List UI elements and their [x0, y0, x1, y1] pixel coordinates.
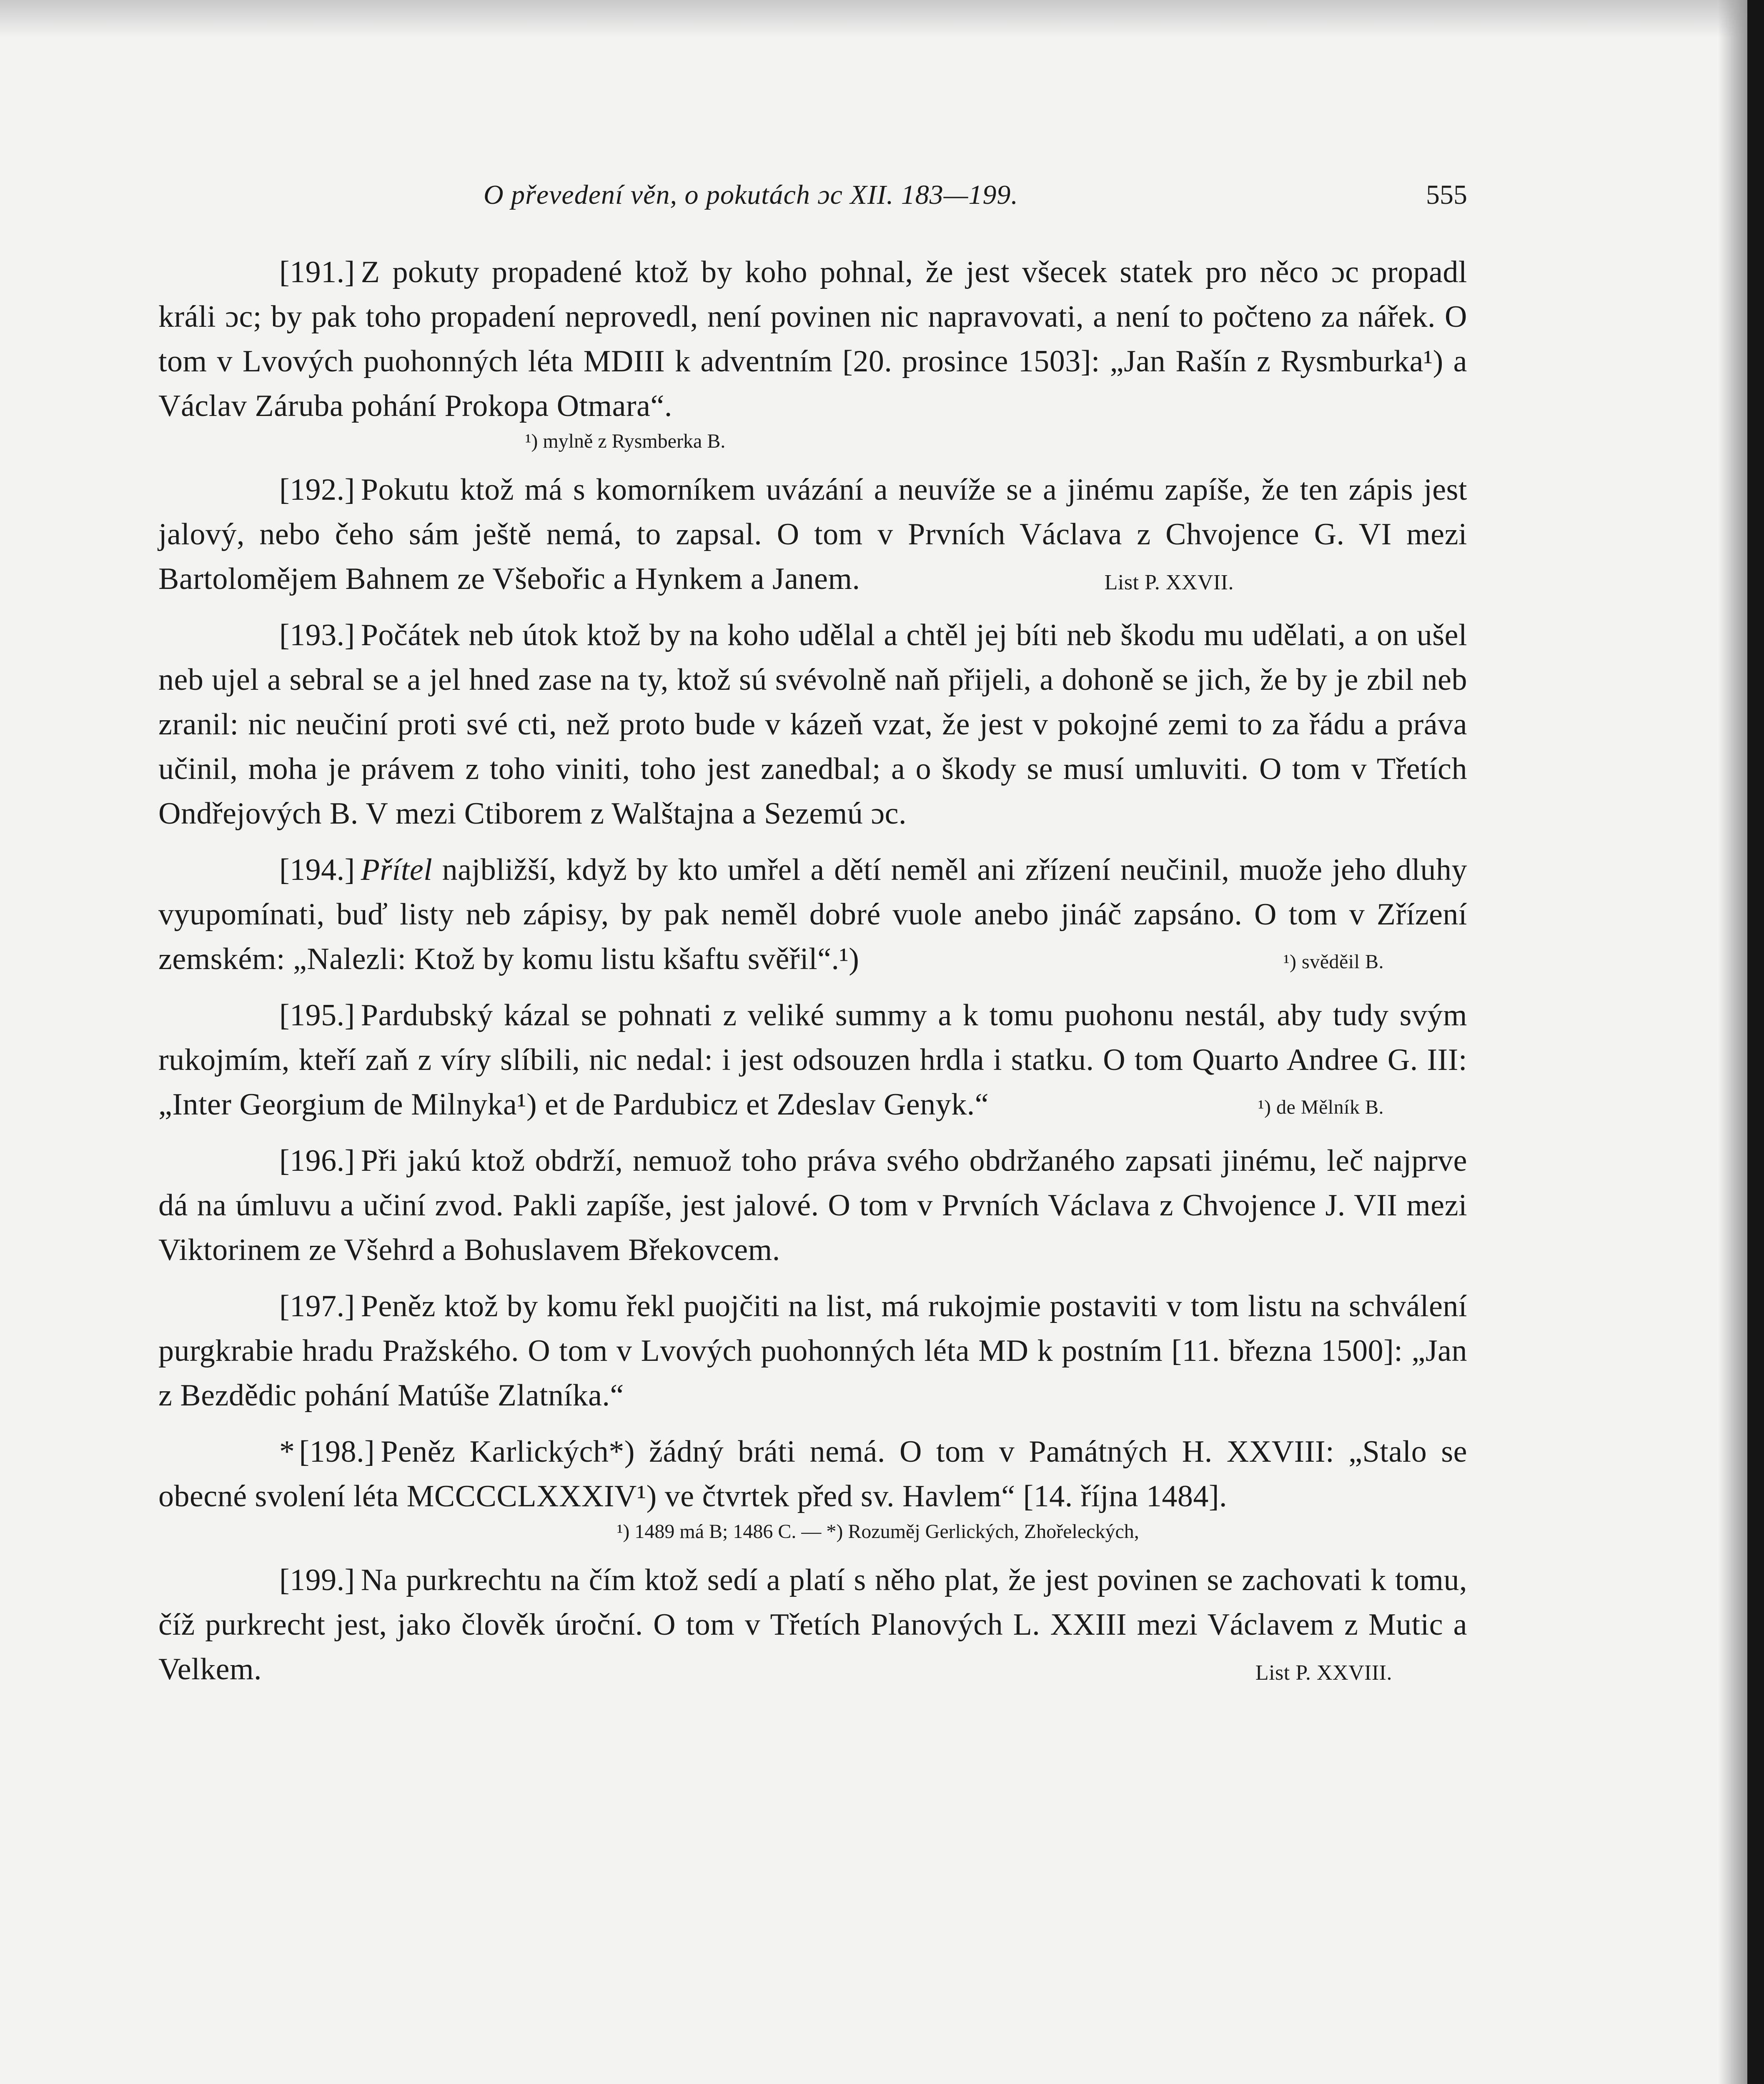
entry-lead-word: Přítel — [361, 853, 433, 887]
entry-number: [199.] — [279, 1563, 355, 1597]
entry-text: Peněz Karlických*) žádný bráti nemá. O tom v Památných H. XXVIII: „Stalo se obecné svolení léta MCCCCLXXXIV¹) ve čtvrtek před sv. Havlem“ [14. října 1484]. — [158, 1435, 1467, 1513]
entry-paragraph — [158, 1284, 1467, 1418]
entry-text: Z pokuty propadené ktož by koho pohnal, že jest všecek statek pro něco ɔc propadl králi ɔc; by pak toho propadení neprovedl, není povinen nic napravovati, a není to počteno za nářek. O tom v Lvových puohonných léta MDIII k adventním [20. prosince 1503]: „Jan Rašín z Rysmburka¹) a Václav Záruba pohání Prokopa Otmara“. — [158, 255, 1467, 423]
running-head — [158, 179, 1467, 225]
entry-number: [193.] — [279, 618, 355, 652]
entry-number: [196.] — [279, 1144, 355, 1178]
entry-number: [194.] — [279, 853, 355, 887]
entry-paragraph — [158, 613, 1467, 836]
entry-text: najbližší, když by kto umřel a dětí neměl ani zřízení neučinil, muože jeho dluhy vyupomínati, buď listy neb zápisy, by pak neměl dobré vuole anebo jináč zapsáno. O tom v Zřízení zemském: „Nalezli: Ktož by komu listu kšaftu svěřil“.¹) — [158, 853, 1467, 976]
entry-paragraph — [158, 1139, 1467, 1272]
entry-191 — [158, 250, 1467, 456]
entry-193 — [158, 613, 1467, 836]
entry-text: Při jakú ktož obdrží, nemuož toho práva svého obdržaného zapsati jinému, leč najprve dá na úmluvu a učiní zvod. Pakli zapíše, jest jalové. O tom v Prvních Václava z Chvojence J. VII mezi Viktorinem ze Všehrd a Bohuslavem Břekovcem. — [158, 1144, 1467, 1267]
entry-198 — [158, 1430, 1467, 1546]
entry-number: [197.] — [279, 1289, 355, 1323]
entry-194 — [158, 848, 1467, 982]
entry-number: [192.] — [279, 473, 355, 507]
entry-text: Peněz ktož by komu řekl puojčiti na list, má rukojmie postaviti v tom listu na schválení purgkrabie hradu Pražského. O tom v Lvových puohonných léta MD k postním [11. března 1500]: „Jan z Bezdědic pohání Matúše Zlatníka.“ — [158, 1289, 1467, 1413]
entry-197 — [158, 1284, 1467, 1418]
entry-paragraph — [158, 250, 1467, 428]
entry-paragraph — [158, 848, 1467, 982]
running-title: O převedení věn, o pokutách ɔc XII. 183—199. — [484, 180, 1018, 210]
scan-edge-right — [1747, 0, 1764, 2084]
entry-text: Na purkrechtu na čím ktož sedí a platí s něho plat, že jest povinen se zachovati k tomu, číž purkrecht jest, jako člověk úroční. O tom v Třetích Planových L. XXIII mezi Václavem z Mutic a Velkem. — [158, 1563, 1467, 1686]
entry-number: [191.] — [279, 255, 355, 289]
list-reference: List P. XXVIII. — [1255, 1661, 1392, 1685]
list-reference: List P. XXVII. — [1104, 571, 1234, 594]
entry-text: Pokutu ktož má s komorníkem uvázání a neuvíže se a jinému zapíše, že ten zápis jest jalový, nebo čeho sám ještě nemá, to zapsal. O tom v Prvních Václava z Chvojence G. VI mezi Bartolomějem Bahnem ze Všebořic a Hynkem a Janem. — [158, 473, 1467, 596]
entry-text: Počátek neb útok ktož by na koho udělal a chtěl jej bíti neb škodu mu udělati, a on ušel neb ujel a sebral se a jel hned zase na ty, ktož sú svévolně naň přijeli, a dohoně se jich, že by je zbil neb zranil: nic neučiní proti své cti, než proto bude v kázeň vzat, že jest v pokojné zemi to za řádu a práva učinil, moha je právem z toho viniti, toho jest zanedbal; a o škody se musí umluviti. O tom v Třetích Ondřejových B. V mezi Ctiborem z Walštajna a Sezemú ɔc. — [158, 618, 1467, 831]
entry-paragraph — [158, 993, 1467, 1127]
entry-199 — [158, 1558, 1467, 1692]
scan-shadow-right — [1718, 0, 1747, 2084]
entry-paragraph — [158, 1430, 1467, 1519]
scan-shadow-top — [0, 0, 1764, 38]
page-content — [158, 179, 1467, 1703]
entry-192 — [158, 468, 1467, 601]
entry-196 — [158, 1139, 1467, 1272]
entry-195 — [158, 993, 1467, 1127]
entry-number: [195.] — [279, 998, 355, 1032]
footnote: ¹) mylně z Rysmberka B. — [525, 430, 726, 452]
footnote: ¹) svěděil B. — [1283, 951, 1384, 973]
asterisk-mark: * — [279, 1435, 295, 1469]
page-number: 555 — [1426, 180, 1467, 210]
footnote: ¹) de Mělník B. — [1258, 1096, 1384, 1118]
entry-number: [198.] — [299, 1435, 375, 1469]
footnote: ¹) 1489 má B; 1486 C. — *) Rozuměj Gerlických, Zhořeleckých, — [617, 1520, 1139, 1543]
entry-paragraph — [158, 1558, 1467, 1692]
entry-paragraph — [158, 468, 1467, 601]
entry-text: Pardubský kázal se pohnati z veliké summy a k tomu puohonu nestál, aby tudy svým rukojmím, kteří zaň z víry slíbili, nic nedal: i jest odsouzen hrdla i statku. O tom Quarto Andree G. III: „Inter Georgium de Milnyka¹) et de Pardubicz et Zdeslav Genyk.“ — [158, 998, 1467, 1122]
